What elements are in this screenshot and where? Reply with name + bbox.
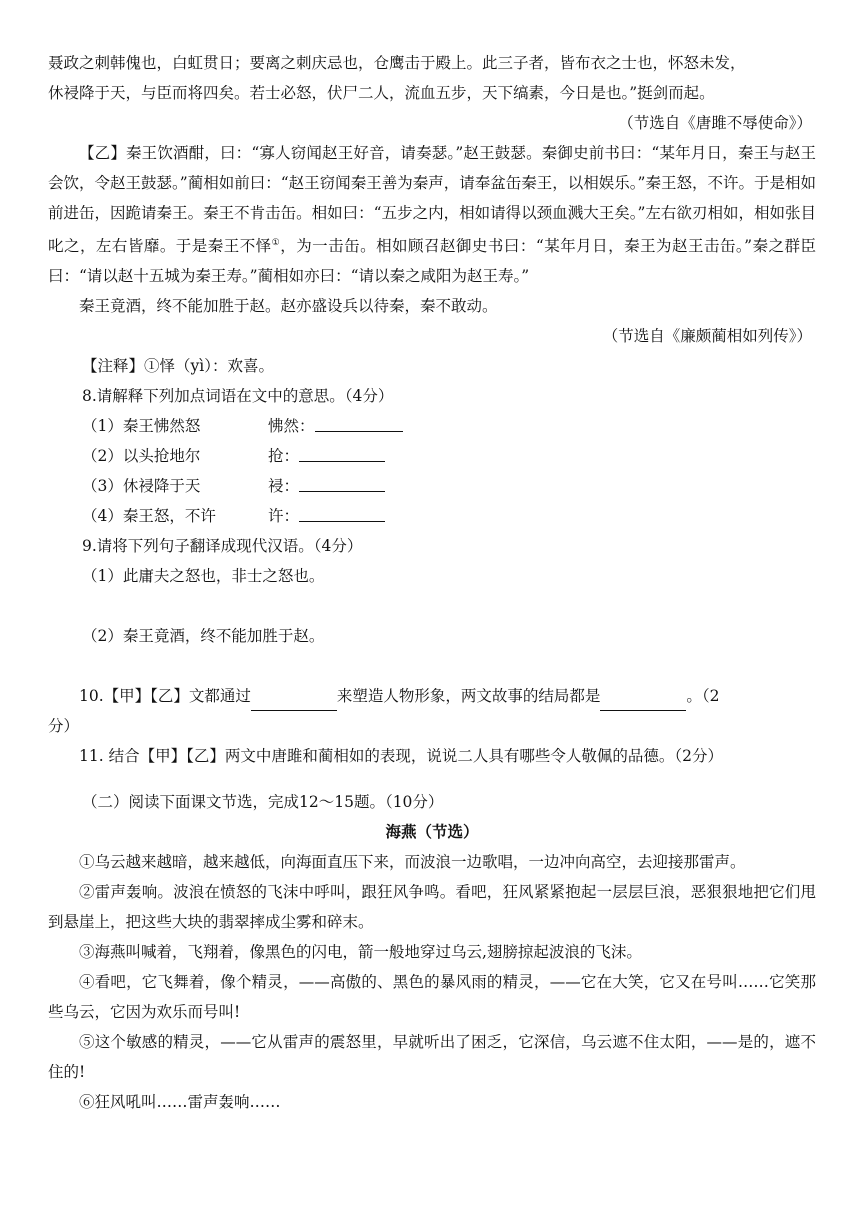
- q9-sentence-2: （2）秦王竟酒，终不能加胜于赵。: [82, 627, 325, 646]
- q8-stem: 8.请解释下列加点词语在文中的意思。（4分）: [82, 387, 394, 406]
- haiyan-para-6: ⑥狂风吼叫……雷声轰响……: [79, 1093, 281, 1112]
- section-2-heading: （二）阅读下面课文节选，完成12～15题。（10分）: [82, 793, 444, 812]
- section-gap: [48, 771, 816, 787]
- answer-space: [48, 651, 816, 681]
- q11: 11. 结合【甲】【乙】两文中唐雎和蔺相如的表现，说说二人具有哪些令人敬佩的品德。（2分）: [79, 747, 723, 766]
- answer-blank[interactable]: [600, 690, 686, 711]
- q8-word: 抢：: [268, 447, 300, 466]
- q8-sentence: （1）秦王怫然怒: [82, 417, 201, 436]
- q8-sentence: （3）休祲降于天: [82, 477, 201, 496]
- q8-word: 祲：: [268, 477, 300, 496]
- yi-text-b: ，为一击缶。相如顾召赵御史书曰：“某年月日，秦王为赵王击缶。”秦之群臣曰：“请以赵十五城为秦王寿。”蔺相如亦曰：“请以秦之咸阳为赵王寿。”: [48, 237, 816, 286]
- answer-blank[interactable]: [299, 471, 385, 492]
- q8-item-2: [48, 441, 816, 471]
- haiyan-para-3: ③海燕叫喊着，飞翔着，像黑色的闪电，箭一般地穿过乌云,翅膀掠起波浪的飞沫。: [79, 943, 642, 962]
- jia-line-2: 休祲降于天，与臣而将四矣。若士必怒，伏尸二人，流血五步，天下缟素，今日是也。”挺剑而起。: [48, 84, 715, 102]
- answer-blank[interactable]: [315, 411, 403, 432]
- haiyan-para-2: ②雷声轰响。波浪在愤怒的飞沫中呼叫，跟狂风争鸣。看吧，狂风紧紧抱起一层层巨浪，恶狠狠地把它们甩到悬崖上，把这些大块的翡翠摔成尘雾和碎末。: [48, 883, 816, 932]
- q8-item-4: [48, 501, 816, 531]
- jia-line-1: 聂政之刺韩傀也，白虹贯日；要离之刺庆忌也，仓鹰击于殿上。此三子者，皆布衣之士也，怀怒未发，: [48, 54, 746, 72]
- q10-part-2: 来塑造人物形象，两文故事的结局都是: [336, 687, 601, 706]
- footnote-marker: ①: [271, 238, 281, 248]
- yi-paragraph-1: [48, 138, 816, 291]
- jia-source: （节选自《唐雎不辱使命》）: [618, 114, 812, 132]
- haiyan-para-1: ①乌云越来越暗，越来越低，向海面直压下来，而波浪一边歌唱，一边冲向高空，去迎接那雷声。: [79, 853, 746, 872]
- annotation: 【注释】①怿（yì）：欢喜。: [82, 357, 274, 376]
- q8-item-3: [48, 471, 816, 501]
- q10-part-4: 分）: [48, 717, 80, 736]
- answer-blank[interactable]: [299, 501, 385, 522]
- yi-text-a: 【乙】秦王饮酒酣，曰：“寡人窃闻赵王好音，请奏瑟。”赵王鼓瑟。秦御史前书曰：“某年月日，秦王与赵王会饮，令赵王鼓瑟。”蔺相如前曰：“赵王窃闻秦王善为秦声，请奉盆缶秦王，以相娱乐。”秦王怒，不许。于是相如前进缶，因跪请秦王。秦王不肯击缶。相如曰：“五步之内，相如请得以颈血溅大王矣。”左右欲刃相如，相如张目叱之，左右皆靡。于是秦王不怿: [48, 144, 816, 256]
- haiyan-para-4: ④看吧，它飞舞着，像个精灵，——高傲的、黑色的暴风雨的精灵，——它在大笑，它又在号叫……它笑那些乌云，它因为欢乐而号叫!: [48, 973, 816, 1022]
- q9-sentence-1: （1）此庸夫之怒也，非士之怒也。: [82, 567, 325, 586]
- q10: [48, 681, 816, 741]
- answer-blank[interactable]: [251, 690, 337, 711]
- q8-sentence: （4）秦王怒，不许: [82, 507, 216, 526]
- q8-word: 怫然：: [268, 417, 315, 436]
- article-title: 海燕（节选）: [385, 822, 479, 842]
- q10-part-3: 。（2: [686, 687, 720, 706]
- yi-paragraph-2: 秦王竟酒，终不能加胜于赵。赵亦盛设兵以待秦，秦不敢动。: [79, 297, 498, 316]
- q8-word: 许：: [268, 507, 300, 526]
- q10-part-1: 10.【甲】【乙】文都通过: [79, 687, 251, 706]
- answer-blank[interactable]: [299, 441, 385, 462]
- answer-space: [48, 591, 816, 621]
- exam-page: [48, 48, 816, 1117]
- yi-source: （节选自《廉颇蔺相如列传》）: [602, 327, 812, 346]
- q8-sentence: （2）以头抢地尔: [82, 447, 201, 466]
- q8-item-1: [48, 411, 816, 441]
- q9-stem: 9.请将下列句子翻译成现代汉语。（4分）: [82, 537, 363, 556]
- haiyan-para-5: ⑤这个敏感的精灵，——它从雷声的震怒里，早就听出了困乏，它深信，乌云遮不住太阳，——是的，遮不住的!: [48, 1033, 816, 1082]
